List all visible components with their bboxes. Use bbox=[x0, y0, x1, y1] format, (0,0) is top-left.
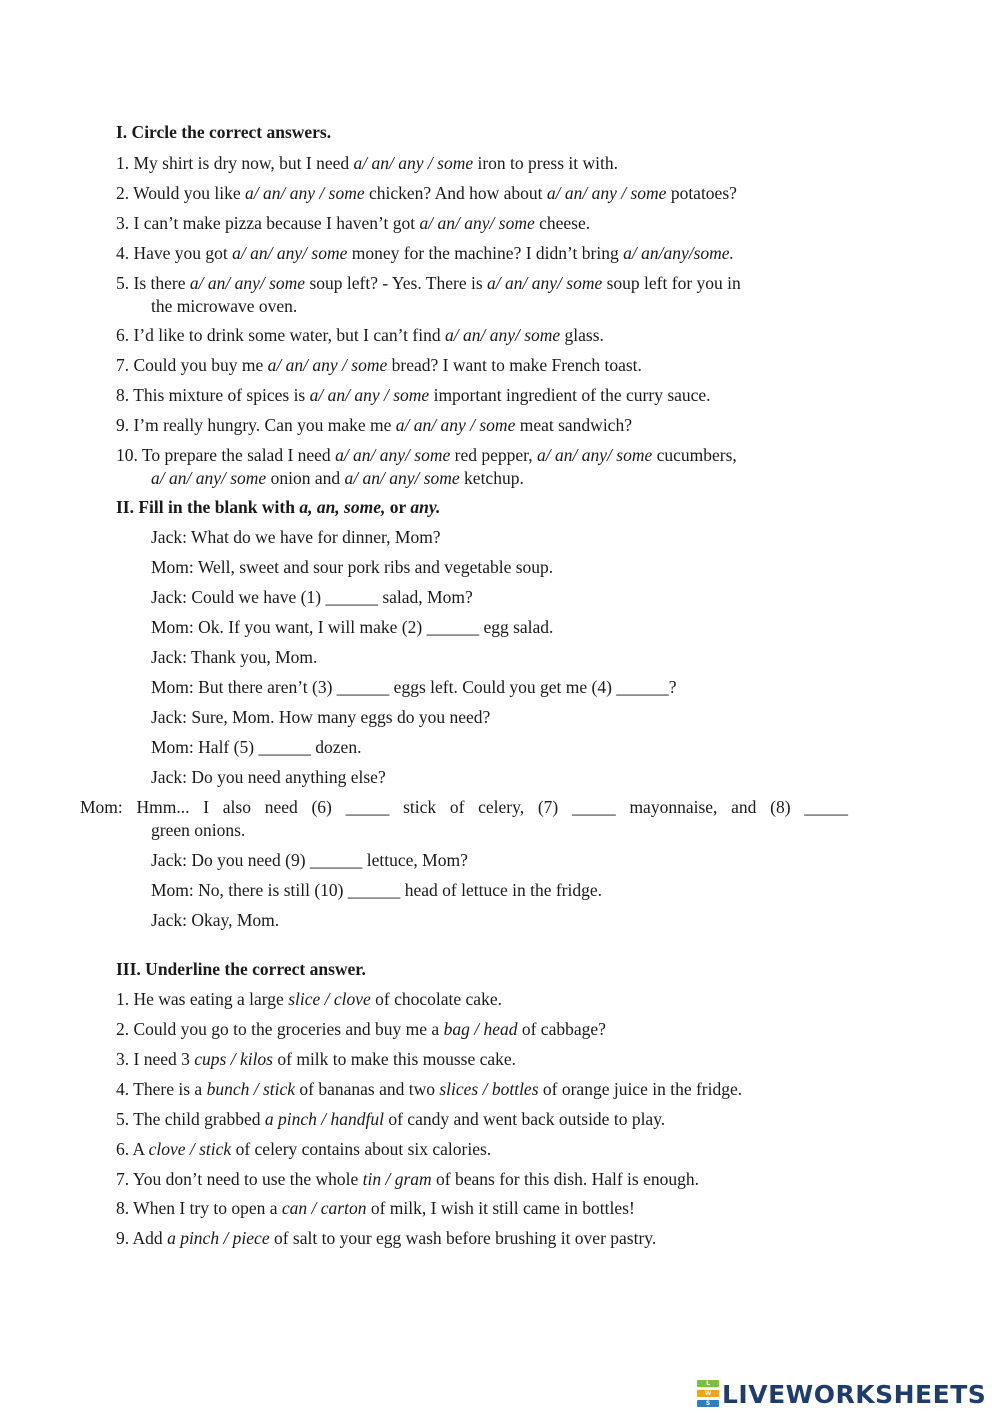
word: and bbox=[731, 797, 757, 817]
question-item bbox=[116, 1168, 699, 1191]
answer-options[interactable]: a/ an/ any / some bbox=[353, 153, 474, 173]
text-fragment: of chocolate cake. bbox=[370, 989, 502, 1009]
question-item bbox=[116, 1078, 742, 1101]
text-fragment: of beans for this dish. Half is enough. bbox=[431, 1169, 699, 1189]
question-item bbox=[116, 1108, 665, 1131]
answer-options[interactable]: a/ an/ any/ some bbox=[189, 273, 306, 293]
text-fragment: onion and bbox=[266, 468, 345, 488]
dialog-line-continued: green onions. bbox=[151, 820, 246, 840]
dialog-line: Jack: Okay, Mom. bbox=[151, 910, 280, 930]
word: _____ bbox=[345, 797, 390, 817]
question-item bbox=[116, 272, 741, 295]
word: (6) bbox=[311, 797, 332, 817]
title-fragment: or bbox=[385, 497, 411, 517]
word: (7) bbox=[537, 797, 559, 817]
text-fragment: 8. This mixture of spices is bbox=[116, 385, 310, 405]
word: of bbox=[449, 797, 465, 817]
text-fragment: iron to press it with. bbox=[473, 153, 618, 173]
word: Hmm... bbox=[136, 797, 190, 817]
word: _____ bbox=[804, 797, 848, 817]
text-fragment: 3. I can’t make pizza because I haven’t got bbox=[116, 213, 420, 233]
section-1-title: I. Circle the correct answers. bbox=[116, 122, 332, 142]
answer-options[interactable]: a/ an/ any/ some bbox=[487, 273, 603, 293]
answer-options[interactable]: a/ an/any/some. bbox=[623, 243, 734, 263]
text-fragment: bread? I want to make French toast. bbox=[387, 355, 642, 375]
text-fragment: 2. Could you go to the groceries and buy me a bbox=[116, 1019, 444, 1039]
question-item bbox=[116, 242, 734, 265]
text-fragment: meat sandwich? bbox=[515, 415, 632, 435]
question-item bbox=[116, 1048, 516, 1071]
answer-options[interactable]: a/ an/ any / some bbox=[395, 415, 516, 435]
text-fragment: chicken? And how about bbox=[364, 183, 547, 203]
answer-options[interactable]: a/ an/ any/ some bbox=[335, 445, 451, 465]
dialog-line: Jack: Do you need (9) ______ lettuce, Mom? bbox=[151, 850, 468, 870]
text-fragment: red pepper, bbox=[450, 445, 538, 465]
question-item bbox=[116, 988, 502, 1011]
text-fragment: 1. He was eating a large bbox=[116, 989, 289, 1009]
text-fragment: 9. Add bbox=[116, 1228, 168, 1248]
question-item bbox=[116, 324, 604, 347]
word: stick bbox=[403, 797, 437, 817]
text-fragment: 8. When I try to open a bbox=[116, 1198, 282, 1218]
title-fragment: any. bbox=[410, 497, 441, 517]
word: celery, bbox=[478, 797, 525, 817]
text-fragment: of milk, I wish it still came in bottles! bbox=[366, 1198, 635, 1218]
word: mayonnaise, bbox=[629, 797, 718, 817]
text-fragment: 1. My shirt is dry now, but I need bbox=[116, 153, 354, 173]
question-item bbox=[116, 1018, 606, 1041]
text-fragment: of candy and went back outside to play. bbox=[383, 1109, 666, 1129]
answer-options[interactable]: tin / gram bbox=[362, 1169, 432, 1189]
text-fragment: 4. There is a bbox=[116, 1079, 207, 1099]
answer-options[interactable]: slices / bottles bbox=[439, 1079, 539, 1099]
dialog-line: Jack: Could we have (1) ______ salad, Mom? bbox=[151, 587, 473, 607]
answer-options[interactable]: a/ an/ any / some bbox=[267, 355, 388, 375]
text-fragment: of cabbage? bbox=[517, 1019, 606, 1039]
question-item bbox=[116, 1227, 656, 1250]
answer-options[interactable]: a/ an/ any/ some bbox=[232, 243, 348, 263]
text-fragment: 6. I’d like to drink some water, but I can’t find bbox=[116, 325, 445, 345]
text-fragment: potatoes? bbox=[666, 183, 737, 203]
question-item bbox=[116, 384, 711, 407]
text-fragment: of milk to make this mousse cake. bbox=[273, 1049, 517, 1069]
dialog-line: Jack: Do you need anything else? bbox=[151, 767, 386, 787]
text-fragment: 5. Is there bbox=[116, 273, 190, 293]
text-fragment: cucumbers, bbox=[652, 445, 737, 465]
liveworksheets-logo-icon bbox=[697, 1380, 719, 1408]
dialog-line: Mom: Well, sweet and sour pork ribs and vegetable soup. bbox=[151, 557, 554, 577]
answer-options[interactable]: a pinch / piece bbox=[167, 1228, 270, 1248]
text-fragment: money for the machine? I didn’t bring bbox=[347, 243, 624, 263]
text-fragment: 7. You don’t need to use the whole bbox=[116, 1169, 363, 1189]
answer-options[interactable]: a/ an/ any / some bbox=[546, 183, 667, 203]
word: (8) bbox=[770, 797, 791, 817]
answer-options[interactable]: a/ an/ any/ some bbox=[419, 213, 535, 233]
section-3-title: III. Underline the correct answer. bbox=[116, 959, 366, 979]
dialog-line: Mom: Ok. If you want, I will make (2) ______ egg salad. bbox=[151, 617, 554, 637]
word: I bbox=[203, 797, 210, 817]
question-item-continued bbox=[151, 295, 297, 318]
answer-options[interactable]: a/ an/ any/ some bbox=[537, 445, 653, 465]
logo-mark-bar: S bbox=[697, 1400, 719, 1407]
text-fragment: 5. The child grabbed bbox=[116, 1109, 265, 1129]
answer-options[interactable]: a pinch / handful bbox=[264, 1109, 384, 1129]
text-fragment: 10. To prepare the salad I need bbox=[116, 445, 336, 465]
text-fragment: important ingredient of the curry sauce. bbox=[429, 385, 711, 405]
text-fragment: 6. A bbox=[116, 1139, 149, 1159]
text-fragment: 9. I’m really hungry. Can you make me bbox=[116, 415, 396, 435]
question-item bbox=[116, 354, 642, 377]
logo-mark-bar: W bbox=[697, 1390, 719, 1397]
dialog-line: Mom: But there aren’t (3) ______ eggs left. Could you get me (4) ______? bbox=[151, 677, 677, 697]
answer-options[interactable]: can / carton bbox=[281, 1198, 367, 1218]
logo-mark-bar: L bbox=[697, 1380, 719, 1387]
title-fragment: II. Fill in the blank with bbox=[116, 497, 300, 517]
liveworksheets-logo bbox=[697, 1378, 986, 1410]
text-fragment: soup left? - Yes. There is bbox=[305, 273, 488, 293]
text-fragment: of orange juice in the fridge. bbox=[538, 1079, 743, 1099]
question-item bbox=[116, 414, 632, 437]
question-item bbox=[116, 1197, 635, 1220]
question-item bbox=[116, 444, 737, 467]
answer-options[interactable]: a/ an/ any/ some bbox=[344, 468, 460, 488]
question-item bbox=[116, 152, 618, 175]
word: Mom: bbox=[80, 797, 123, 817]
text-fragment: 4. Have you got bbox=[116, 243, 233, 263]
question-item bbox=[116, 212, 590, 235]
title-fragment: a, an, some, bbox=[299, 497, 386, 517]
text-fragment: of celery contains about six calories. bbox=[231, 1139, 492, 1159]
text-fragment: ketchup. bbox=[459, 468, 524, 488]
answer-options[interactable]: a/ an/ any/ some bbox=[151, 468, 267, 488]
logo-text: LIVEWORKSHEETS bbox=[722, 1379, 987, 1409]
answer-options[interactable]: bag / head bbox=[443, 1019, 518, 1039]
text-fragment: 3. I need 3 bbox=[116, 1049, 195, 1069]
question-item bbox=[116, 182, 737, 205]
text-fragment: soup left for you in bbox=[602, 273, 741, 293]
question-item-continued bbox=[151, 467, 524, 490]
word: also bbox=[222, 797, 251, 817]
answer-options[interactable]: slice / clove bbox=[288, 989, 371, 1009]
text-fragment: of bananas and two bbox=[295, 1079, 440, 1099]
text-fragment: cheese. bbox=[534, 213, 591, 233]
answer-options[interactable]: clove / stick bbox=[148, 1139, 232, 1159]
dialog-line: Mom: No, there is still (10) ______ head of lettuce in the fridge. bbox=[151, 880, 603, 900]
dialog-line: Mom: Half (5) ______ dozen. bbox=[151, 737, 362, 757]
question-item bbox=[116, 1138, 491, 1161]
answer-options[interactable]: bunch / stick bbox=[206, 1079, 296, 1099]
answer-options[interactable]: a/ an/ any / some bbox=[245, 183, 365, 203]
word: need bbox=[264, 797, 298, 817]
dialog-line: Jack: What do we have for dinner, Mom? bbox=[151, 527, 441, 547]
dialog-line: Jack: Sure, Mom. How many eggs do you need? bbox=[151, 707, 491, 727]
text-fragment: 7. Could you buy me bbox=[116, 355, 268, 375]
text-fragment: of salt to your egg wash before brushing it over pastry. bbox=[269, 1228, 657, 1248]
dialog-line-justified bbox=[80, 796, 848, 819]
text-fragment: 2. Would you like bbox=[116, 183, 246, 203]
section-2-title bbox=[116, 497, 440, 518]
answer-options[interactable]: cups / kilos bbox=[194, 1049, 273, 1069]
text-fragment: glass. bbox=[560, 325, 604, 345]
word: _____ bbox=[571, 797, 616, 817]
answer-options[interactable]: a/ an/ any / some bbox=[309, 385, 430, 405]
answer-options[interactable]: a/ an/ any/ some bbox=[444, 325, 561, 345]
dialog-line: Jack: Thank you, Mom. bbox=[151, 647, 318, 667]
text-fragment: the microwave oven. bbox=[151, 296, 298, 316]
